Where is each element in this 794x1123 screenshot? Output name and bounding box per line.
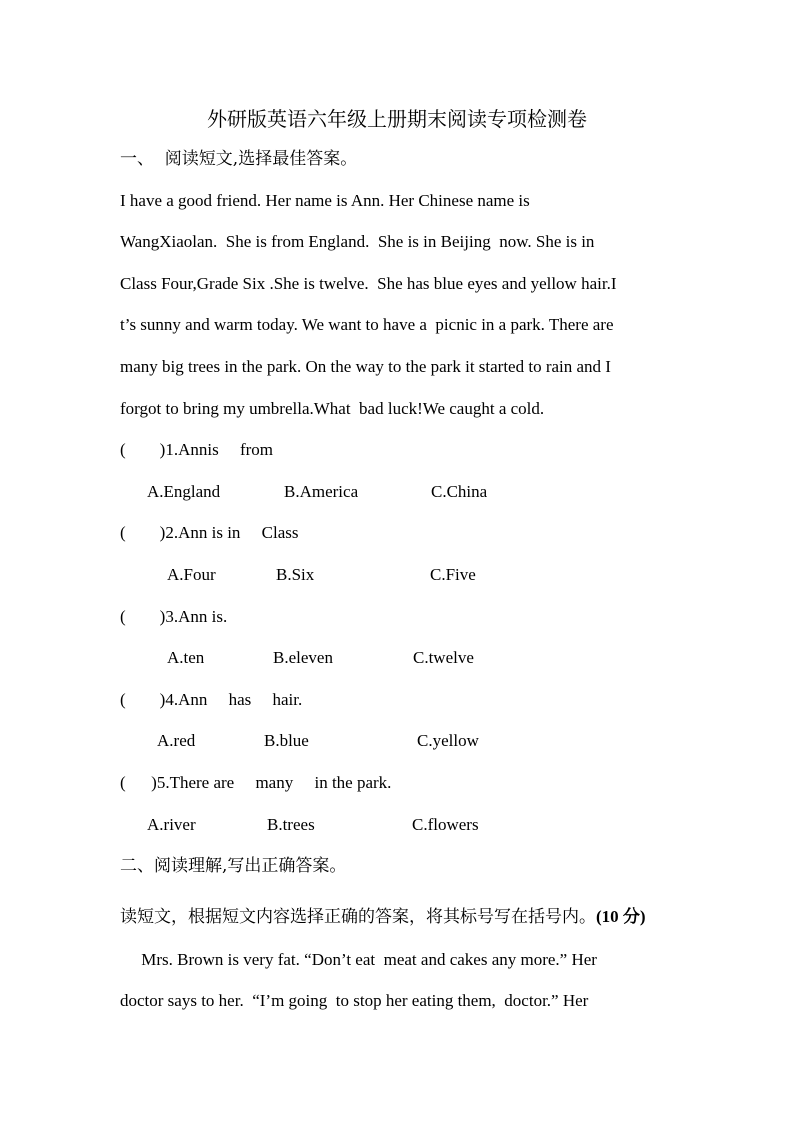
question-5-option-a: A.river bbox=[147, 815, 196, 834]
question-4-option-a: A.red bbox=[157, 731, 196, 750]
question-1-stem: ( )1.Annis from bbox=[120, 440, 273, 459]
question-5-stem: ( )5.There are many in the park. bbox=[120, 773, 392, 792]
question-3-stem: ( )3.Ann is. bbox=[120, 607, 228, 626]
section-2-heading: 二、阅读理解,写出正确答案。 bbox=[120, 856, 347, 876]
passage-line: t’s sunny and warm today. We want to have a picnic in a park. There are bbox=[120, 315, 614, 334]
document-title: 外研版英语六年级上册期末阅读专项检测卷 bbox=[207, 107, 587, 131]
question-4-option-c: C.yellow bbox=[417, 731, 479, 750]
section-2-instruction-line bbox=[120, 907, 646, 927]
question-5-option-c: C.flowers bbox=[412, 815, 479, 834]
passage-line: WangXiaolan. She is from England. She is in Beijing now. She is in bbox=[120, 232, 595, 251]
question-3-option-a: A.ten bbox=[167, 648, 205, 667]
passage-line: Class Four,Grade Six .She is twelve. She has blue eyes and yellow hair.I bbox=[120, 274, 617, 293]
passage-2-line: Mrs. Brown is very fat. “Don’t eat meat and cakes any more.” Her bbox=[120, 950, 597, 969]
section-1-heading: 一、 阅读短文,选择最佳答案。 bbox=[120, 149, 358, 169]
question-1-option-a: A.England bbox=[147, 482, 221, 501]
passage-line: I have a good friend. Her name is Ann. Her Chinese name is bbox=[120, 191, 530, 210]
question-2-option-c: C.Five bbox=[430, 565, 476, 584]
question-1-option-c: C.China bbox=[431, 482, 488, 501]
question-1-option-b: B.America bbox=[284, 482, 359, 501]
section-2-instruction: 读短文，根据短文内容选择正确的答案，将其标号写在括号内。 bbox=[120, 907, 596, 927]
question-3-option-b: B.eleven bbox=[273, 648, 333, 667]
passage-line: forgot to bring my umbrella.What bad luck!We caught a cold. bbox=[120, 399, 545, 418]
question-2-stem: ( )2.Ann is in Class bbox=[120, 523, 299, 542]
question-3-option-c: C.twelve bbox=[413, 648, 474, 667]
passage-2-line: doctor says to her. “I’m going to stop her eating them, doctor.” Her bbox=[120, 991, 589, 1010]
question-4-option-b: B.blue bbox=[264, 731, 309, 750]
question-2-option-b: B.Six bbox=[276, 565, 315, 584]
section-2-score: (10 分) bbox=[596, 907, 646, 926]
question-5-option-b: B.trees bbox=[267, 815, 315, 834]
passage-line: many big trees in the park. On the way to the park it started to rain and I bbox=[120, 357, 611, 376]
question-4-stem: ( )4.Ann has hair. bbox=[120, 690, 303, 709]
question-2-option-a: A.Four bbox=[167, 565, 216, 584]
